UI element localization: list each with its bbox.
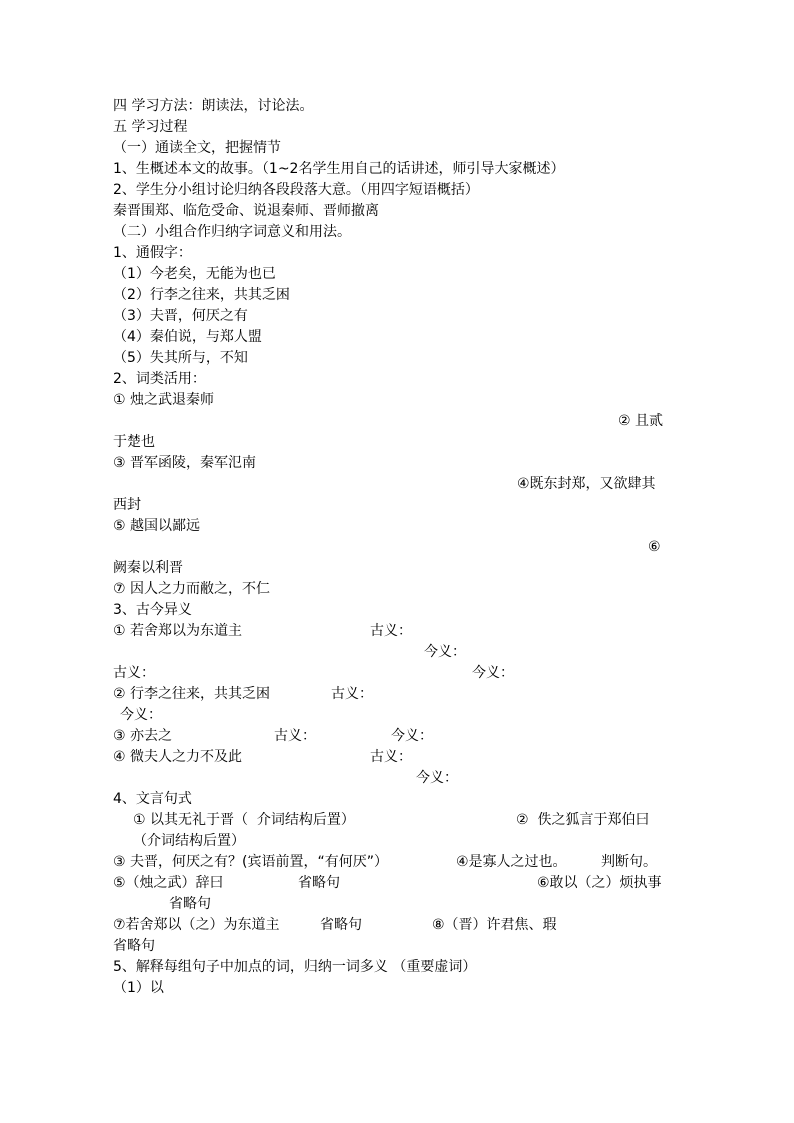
list-item: ④是寡人之过也。 (456, 854, 567, 870)
text-line: 1、生概述本文的故事。（1~2名学生用自己的话讲述，师引导大家概述） (113, 161, 565, 177)
list-item: ⑥敢以（之）烦执事 (537, 875, 662, 891)
list-item: ② 行李之往来，共其乏困 (113, 686, 271, 702)
subsection-heading: （一）通读全文，把握情节 (113, 140, 281, 156)
list-item: ⑤（烛之武）辞曰 (113, 875, 224, 891)
list-item: ③ 晋军函陵，秦军氾南 (113, 455, 257, 471)
list-item: ③ 夫晋，何厌之有？(宾语前置，“有何厌”） (113, 854, 388, 870)
text-line: 5、解释每组句子中加点的词，归纳一词多义 （重要虚词） (113, 959, 477, 975)
list-item: ⑥ (648, 539, 661, 555)
modern-meaning-label: 今义： (416, 770, 458, 786)
list-item: ③ 亦去之 (113, 728, 173, 744)
list-item: ⑤ 越国以鄙远 (113, 518, 201, 534)
list-item: （5）失其所与，不知 (113, 350, 248, 366)
modern-meaning-label: 今义： (472, 665, 514, 681)
ancient-meaning-label: 古义： (370, 749, 412, 765)
list-item: ④ 微夫人之力不及此 (113, 749, 243, 765)
list-item: （1）今老矣，无能为也已 (113, 266, 276, 282)
text-line: 于楚也 (113, 434, 155, 450)
list-item: ⑧（晋）许君焦、瑕 (432, 917, 557, 933)
text-line: 3、古今异义 (113, 602, 192, 618)
list-item: ④既东封郑，又欲肆其 (517, 476, 656, 492)
list-item: （3）夫晋，何厌之有 (113, 308, 248, 324)
section-heading: 五 学习过程 (113, 119, 188, 135)
list-item: ⑦若舍郑以（之）为东道主 (113, 917, 280, 933)
ancient-meaning-label: 古义： (370, 623, 412, 639)
text-line: 2、学生分小组讨论归纳各段段落大意。（用四字短语概括） (113, 182, 479, 198)
text-line: 省略句 (320, 917, 362, 933)
text-line: 西封 (113, 497, 141, 513)
list-item: （1）以 (113, 980, 164, 996)
list-item: ① 烛之武退秦师 (113, 392, 215, 408)
text-line: 阙秦以利晋 (113, 560, 183, 576)
ancient-meaning-label: 古义： (274, 728, 316, 744)
text-line: 省略句 (298, 875, 340, 891)
text-line: 2、词类活用： (113, 371, 206, 387)
modern-meaning-label: 今义： (391, 728, 433, 744)
ancient-meaning-label: 古义： (113, 665, 155, 681)
subsection-heading: （二）小组合作归纳字词意义和用法。 (113, 224, 351, 240)
text-line: 1、通假字： (113, 245, 192, 261)
modern-meaning-label: 今义： (424, 644, 466, 660)
list-item: （2）行李之往来，共其乏困 (113, 287, 290, 303)
text-line: 4、文言句式 (113, 791, 192, 807)
list-item: （4）秦伯说，与郑人盟 (113, 329, 262, 345)
text-line: （介词结构后置） (133, 833, 245, 849)
modern-meaning-label: 今义： (120, 707, 162, 723)
list-item: ② 佚之狐言于郑伯曰 (516, 812, 650, 828)
text-line: 秦晋围郑、临危受命、说退秦师、晋师撤离 (113, 203, 379, 219)
text-line: 省略句 (113, 938, 155, 954)
list-item: ① 以其无礼于晋（ 介词结构后置） (133, 812, 355, 828)
ancient-meaning-label: 古义： (331, 686, 373, 702)
text-line: 省略句 (169, 896, 211, 912)
text-line: 判断句。 (601, 854, 657, 870)
list-item: ⑦ 因人之力而敝之，不仁 (113, 581, 271, 597)
section-heading: 四 学习方法：朗读法，讨论法。 (113, 98, 314, 114)
list-item: ① 若舍郑以为东道主 (113, 623, 243, 639)
list-item: ② 且贰 (618, 413, 664, 429)
